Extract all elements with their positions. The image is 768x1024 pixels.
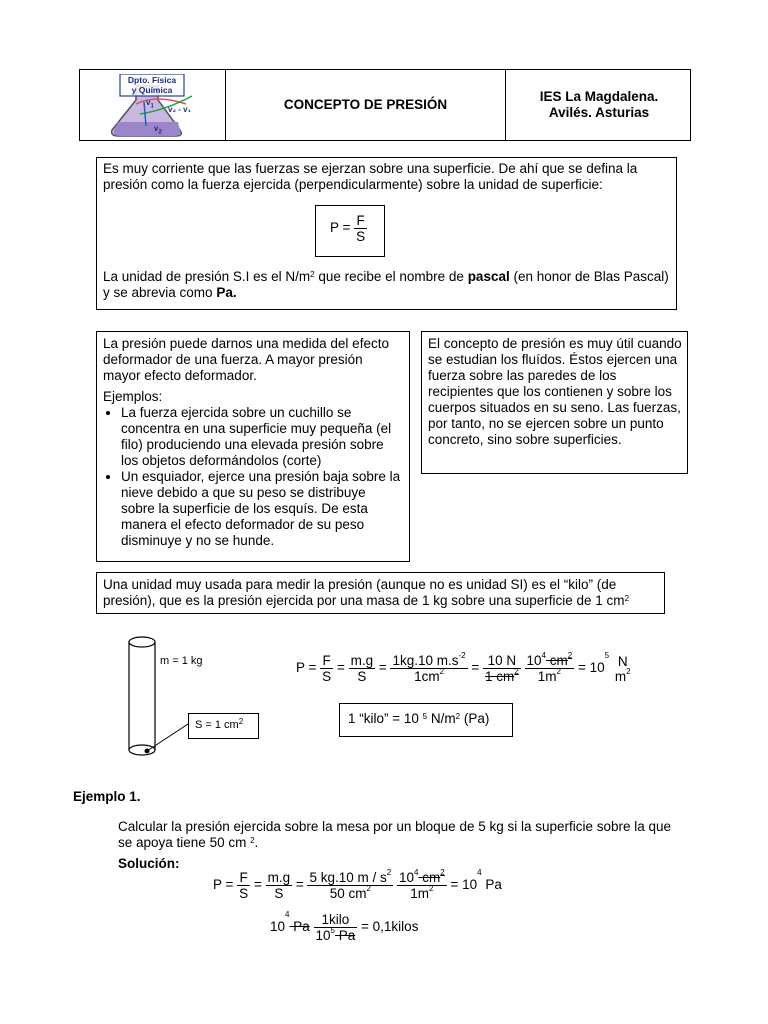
example-1-statement: Calcular la presión ejercida sobre la mesa por un bloque de 5 kg si la superficie sobre la que se apoya tiene 50 cm $^2$. [118, 819, 672, 850]
kilo-line-2: presión), que es la presión ejercida por una masa de 1 kg sobre una superficie de 1 $cm^2$ [103, 593, 630, 608]
logo-line-2: y Química [131, 85, 173, 95]
example-1-equation: P = $\frac{F}{S}$ = $\frac{m.g}{S}$ = $\frac{5 kg.10 m / s^2}{50 cm^2}$ $\frac{10^4 cm^2}{1m^2}$ = $10^4$ Pa [213, 868, 502, 901]
cylinder-diagram [120, 630, 270, 760]
cylinder-icon [120, 630, 270, 760]
intro-paragraph-2: La unidad de presión S.I es el $N/m^2$ que recibe el nombre de pascal (en honor de Blas Pascal) y se abrevia como Pa. [103, 269, 669, 300]
list-item: • La fuerza ejercida sobre un cuchillo se concentra en una superficie muy pequeña (el filo) produciendo una elevada presión sobre los objetos deformándolos (corte) [121, 405, 403, 469]
kilo-unit-box [96, 572, 665, 614]
logo-vdiff: v₂ - v₁ [168, 105, 191, 114]
area-label: S = 1 $cm^2$ [195, 717, 244, 731]
deformation-box [96, 331, 410, 562]
formula-p: P = [330, 220, 351, 236]
examples-label: Ejemplos: [103, 389, 163, 404]
deformation-paragraph: La presión puede darnos una medida del efecto deformador de una fuerza. A mayor presión mayor efecto deformador. [103, 336, 389, 383]
intro-box [96, 157, 677, 310]
school-line-2: Avilés. Asturias [548, 105, 650, 120]
intro-paragraph-1: Es muy corriente que las fuerzas se ejerzan sobre una superficie. De ahí que se defina la presión como la fuerza ejercida (perpendicularmente) sobre la unidad de superficie: [103, 161, 638, 192]
school-line-1: IES La Magdalena. [539, 89, 659, 104]
mass-label: m = 1 kg [160, 655, 203, 667]
examples-list [103, 405, 403, 549]
logo-v2: $v_2$ [154, 124, 162, 136]
example-1-conversion: $10^4$ Pa $\frac{\text{1kilo}}{10^5 Pa}$ = 0,1kilos [270, 910, 419, 943]
kilo-result-box [339, 703, 513, 737]
fluids-box [421, 331, 688, 474]
logo-v1: $v_1$ [146, 98, 154, 110]
area-label-box [188, 713, 259, 739]
kilo-result: 1 “kilo” = 10 $^5$ $N/m^2$ (Pa) [348, 711, 490, 726]
pressure-formula [330, 213, 367, 244]
pressure-formula-box [315, 205, 385, 257]
formula-numerator: F [354, 213, 367, 229]
fluids-paragraph: El concepto de presión es muy útil cuando se estudian los fluídos. Éstos ejercen una fuerza sobre las paredes de los recipientes que los contienen y sobre los cuerpos situados en su seno. Las fuerzas, por tanto, no se ejercen sobre un punto concreto, sino sobre superficies. [428, 336, 682, 447]
formula-denominator: S [356, 229, 366, 244]
example-1-heading: Ejemplo 1. [73, 789, 141, 804]
header-table [79, 69, 691, 141]
page-title: CONCEPTO DE PRESIÓN [283, 97, 448, 112]
kilo-equation: P = $\frac{F}{S}$ = $\frac{m.g}{S}$ = $\frac{1kg.10 m.s^{-2}}{1cm^2}$ = $\frac{10 N}{1 cm^2}$ $\frac{10^4 cm^2}{1m^2}$ = $10^5$ N $m^2$ [296, 651, 631, 684]
logo-line-1: Dpto. Física [127, 75, 177, 85]
kilo-line-1: Una unidad muy usada para medir la presión (aunque no es unidad SI) es el “kilo” (de [103, 577, 617, 592]
department-logo [106, 74, 200, 138]
list-item: • Un esquiador, ejerce una presión baja sobre la nieve debido a que su peso se distribuye sobre la superficie de los esquís. De esta manera el efecto deformador de su peso disminuye y no se hunde. [121, 469, 403, 549]
solution-label: Solución: [118, 856, 180, 871]
school-name [506, 70, 692, 140]
